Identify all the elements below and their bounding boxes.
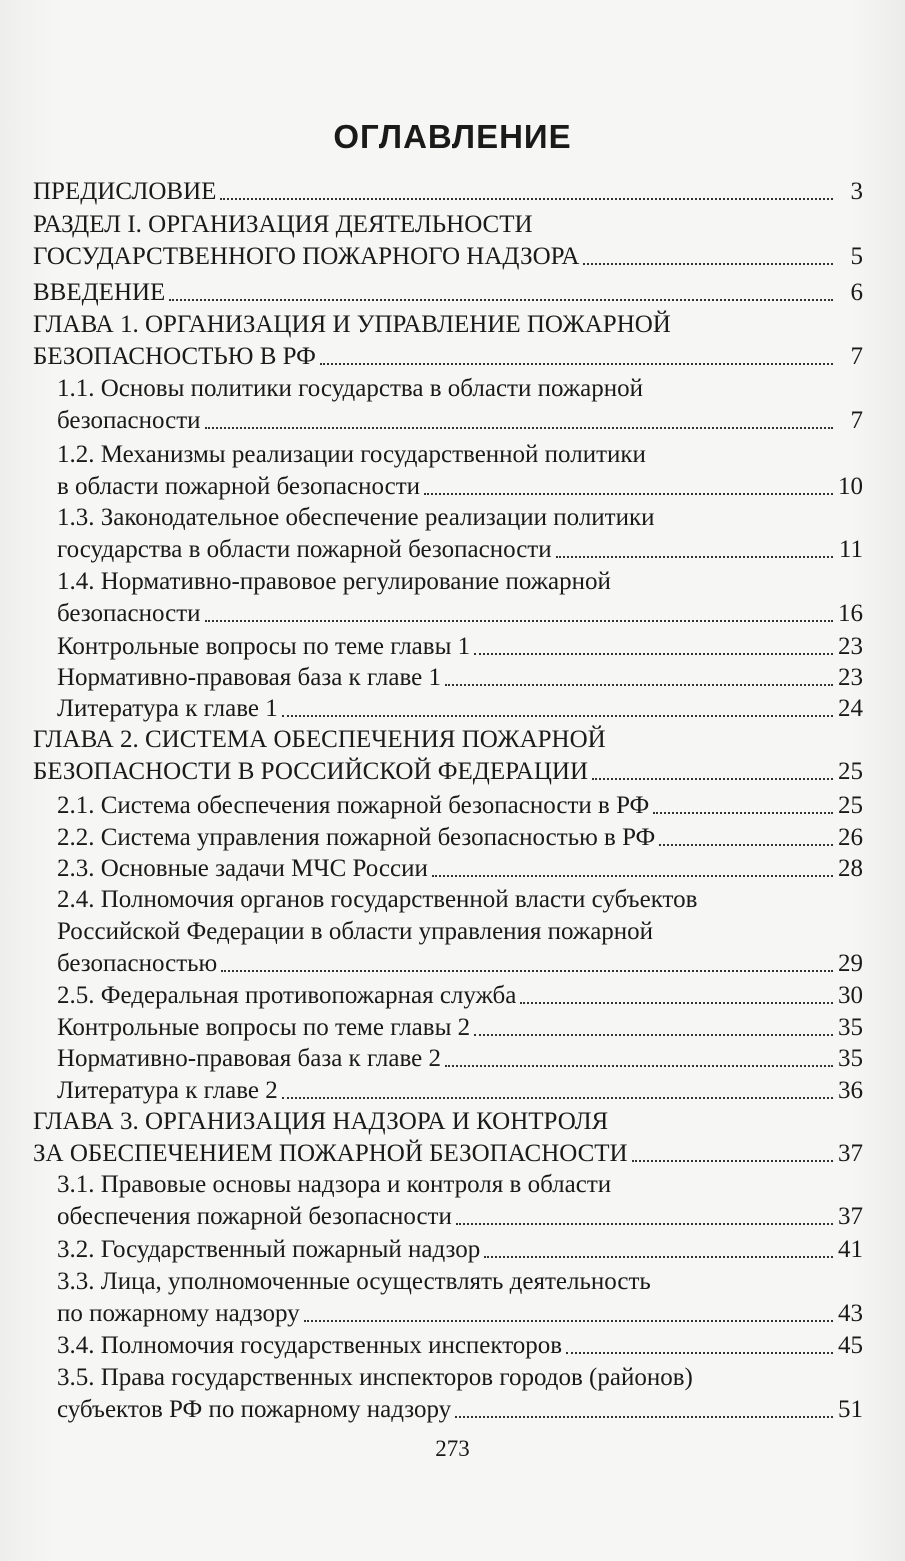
dot-leader — [220, 176, 833, 200]
toc-entry-title-line: 3.1. Правовые основы надзора и контроля в области — [57, 1171, 612, 1198]
toc-entry — [33, 1106, 863, 1170]
toc-entry-leader-line — [57, 1298, 863, 1330]
toc-entry-title-line: ГЛАВА 3. ОРГАНИЗАЦИЯ НАДЗОРА И КОНТРОЛЯ — [33, 1108, 609, 1135]
toc-entry-title-line: государства в области пожарной безопасности — [57, 536, 552, 563]
toc-entry-leader-line — [57, 598, 863, 630]
toc-entry-leader-line — [33, 756, 863, 788]
toc-entry — [57, 1169, 863, 1233]
toc-entry-leader-line — [57, 534, 863, 566]
toc-entry-page: 41 — [838, 1236, 863, 1263]
toc-entry — [33, 309, 863, 373]
toc-entry-page: 23 — [838, 633, 863, 660]
toc-entry — [57, 631, 863, 663]
toc-entry-leader-line — [57, 662, 863, 694]
toc-entry-title-line: ГЛАВА 2. СИСТЕМА ОБЕСПЕЧЕНИЯ ПОЖАРНОЙ — [33, 726, 606, 753]
dot-leader — [556, 534, 833, 558]
toc-entry-leader-line — [33, 1138, 863, 1170]
toc-entry-page: 26 — [838, 824, 863, 851]
dot-leader — [221, 948, 833, 972]
toc-entry — [57, 1362, 863, 1426]
toc-entry-title-line: Контрольные вопросы по теме главы 2 — [57, 1014, 471, 1041]
toc-entry-title-line: в области пожарной безопасности — [57, 473, 421, 500]
toc-entry — [57, 373, 863, 437]
dot-leader — [432, 853, 833, 877]
toc-entry-title-line: Литература к главе 1 — [57, 695, 278, 722]
toc-entry-title-line: субъектов РФ по пожарному надзору — [57, 1396, 452, 1423]
toc-entry-leader-line — [57, 1201, 863, 1233]
dot-leader — [445, 662, 833, 686]
toc-entry — [57, 566, 863, 630]
toc-entry — [57, 980, 863, 1012]
toc-entry-title-line: 1.2. Механизмы реализации государственной политики — [57, 441, 646, 468]
toc-entry-title-line: Российской Федерации в области управления пожарной — [57, 918, 654, 945]
toc-entry-title-line: ЗА ОБЕСПЕЧЕНИЕМ ПОЖАРНОЙ БЕЗОПАСНОСТИ — [33, 1140, 628, 1167]
toc-entry-page: 16 — [838, 600, 863, 627]
toc-entry-title-line: безопасности — [57, 600, 201, 627]
dot-leader — [653, 790, 833, 814]
toc-entry — [57, 662, 863, 694]
dot-leader — [282, 693, 833, 717]
toc-entry-leader-line — [57, 1043, 863, 1075]
toc-entry-page: 3 — [850, 178, 863, 205]
dot-leader — [566, 1330, 833, 1354]
toc-entry-title-line: ГОСУДАРСТВЕННОГО ПОЖАРНОГО НАДЗОРА — [33, 243, 580, 270]
toc-entry-leader-line — [33, 341, 863, 373]
toc-entry-page: 36 — [838, 1077, 863, 1104]
toc-entry-title-line: 2.3. Основные задачи МЧС России — [57, 855, 428, 882]
toc-entry — [33, 209, 863, 273]
toc-entry-leader-line — [57, 693, 863, 725]
dot-leader — [592, 756, 833, 780]
toc-entry-leader-line — [57, 471, 863, 503]
dot-leader — [474, 631, 833, 655]
toc-entry-title-line: РАЗДЕЛ I. ОРГАНИЗАЦИЯ ДЕЯТЕЛЬНОСТИ — [33, 211, 533, 238]
toc-entry-page: 43 — [838, 1300, 863, 1327]
toc-entry-title-line: Литература к главе 2 — [57, 1077, 278, 1104]
toc-entry-title-line: обеспечения пожарной безопасности — [57, 1203, 452, 1230]
toc-entry-leader-line — [57, 822, 863, 854]
toc-entry — [57, 790, 863, 822]
toc-entry-title-line: Нормативно-правовая база к главе 2 — [57, 1045, 442, 1072]
toc-entry-leader-line — [33, 241, 863, 273]
toc-entry-page: 51 — [838, 1396, 863, 1423]
toc-entry — [33, 176, 863, 208]
toc-entry-page: 35 — [838, 1014, 863, 1041]
toc-entry-title-line: 2.4. Полномочия органов государственной власти субъектов — [57, 886, 698, 913]
toc-entry — [33, 277, 863, 309]
toc-entry-page: 7 — [850, 407, 863, 434]
toc-entry-page: 45 — [838, 1332, 863, 1359]
toc-entry-page: 11 — [838, 536, 863, 563]
toc-entry-page: 30 — [838, 982, 863, 1009]
toc-entry-page: 24 — [838, 695, 863, 722]
toc-entry-page: 29 — [838, 950, 863, 977]
toc-entry-page: 7 — [850, 343, 863, 370]
dot-leader — [205, 405, 834, 429]
toc-entry — [57, 502, 863, 566]
toc-entry-leader-line — [57, 980, 863, 1012]
toc-entry — [57, 1012, 863, 1044]
toc-entry-title-line: по пожарному надзору — [57, 1300, 300, 1327]
dot-leader — [456, 1201, 833, 1225]
toc-entry-title-line: 3.5. Права государственных инспекторов городов (районов) — [57, 1364, 693, 1391]
toc-entry — [57, 1330, 863, 1362]
toc-entry-title-line: безопасностью — [57, 950, 218, 977]
dot-leader — [583, 241, 833, 265]
toc-entry-title-line: 2.5. Федеральная противопожарная служба — [57, 982, 517, 1009]
toc-entry-title-line: 1.4. Нормативно-правовое регулирование пожарной — [57, 568, 611, 595]
toc-entry — [57, 439, 863, 503]
toc-entry-page: 37 — [838, 1140, 863, 1167]
toc-entry-title-line: ВВЕДЕНИЕ — [33, 279, 166, 306]
dot-leader — [484, 1234, 833, 1258]
dot-leader — [474, 1012, 833, 1036]
toc-entry — [57, 1234, 863, 1266]
toc-title: ОГЛАВЛЕНИЕ — [333, 118, 572, 155]
toc-entry-leader-line — [57, 405, 863, 437]
toc-entry-title-line: 2.1. Система обеспечения пожарной безопасности в РФ — [57, 792, 650, 819]
toc-entry-title-line: ПРЕДИСЛОВИЕ — [33, 178, 217, 205]
dot-leader — [520, 980, 833, 1004]
toc-entry-title-line: ГЛАВА 1. ОРГАНИЗАЦИЯ И УПРАВЛЕНИЕ ПОЖАРНОЙ — [33, 311, 671, 338]
toc-entry — [57, 822, 863, 854]
toc-entry-title-line: БЕЗОПАСНОСТЬЮ В РФ — [33, 343, 316, 370]
toc-entry-leader-line — [57, 1075, 863, 1107]
toc-entry — [57, 1075, 863, 1107]
toc-entry-leader-line — [33, 277, 863, 309]
dot-leader — [320, 341, 833, 365]
dot-leader — [445, 1043, 833, 1067]
toc-entry-leader-line — [57, 1394, 863, 1426]
dot-leader — [632, 1138, 833, 1162]
toc-entry-title-line: 3.4. Полномочия государственных инспекторов — [57, 1332, 563, 1359]
toc-entry-page: 25 — [838, 758, 863, 785]
toc-entry-page: 28 — [838, 855, 863, 882]
dot-leader — [659, 822, 833, 846]
dot-leader — [205, 598, 834, 622]
toc-entry — [57, 884, 863, 980]
toc-entry-leader-line — [57, 1330, 863, 1362]
page-number: 273 — [435, 1436, 470, 1461]
toc-entry-page: 6 — [850, 279, 863, 306]
toc-entry-page: 5 — [850, 243, 863, 270]
toc-entry-title-line: 1.3. Законодательное обеспечение реализации политики — [57, 504, 655, 531]
toc-entry-page: 35 — [838, 1045, 863, 1072]
toc-entry-title-line: безопасности — [57, 407, 201, 434]
toc-entry-leader-line — [57, 631, 863, 663]
toc-entry-title-line: БЕЗОПАСНОСТИ В РОССИЙСКОЙ ФЕДЕРАЦИИ — [33, 758, 589, 785]
dot-leader — [304, 1298, 833, 1322]
toc-entry — [57, 693, 863, 725]
toc-entry-page: 10 — [838, 473, 863, 500]
toc-entry-title-line: Нормативно-правовая база к главе 1 — [57, 664, 442, 691]
toc-entry-leader-line — [33, 176, 863, 208]
toc-entry-leader-line — [57, 948, 863, 980]
toc-entry-leader-line — [57, 853, 863, 885]
dot-leader — [455, 1394, 833, 1418]
toc-entry — [33, 724, 863, 788]
toc-entry-title-line: 2.2. Система управления пожарной безопасностью в РФ — [57, 824, 656, 851]
toc-entry-page: 25 — [838, 792, 863, 819]
toc-entry — [57, 1043, 863, 1075]
toc-entry — [57, 1266, 863, 1330]
toc-entry-title-line: 3.3. Лица, уполномоченные осуществлять деятельность — [57, 1268, 651, 1295]
toc-entry-title-line: 1.1. Основы политики государства в области пожарной — [57, 375, 643, 402]
dot-leader — [169, 277, 833, 301]
toc-entry-leader-line — [57, 790, 863, 822]
toc-entry — [57, 853, 863, 885]
toc-entry-page: 37 — [838, 1203, 863, 1230]
dot-leader — [282, 1075, 833, 1099]
toc-entry-leader-line — [57, 1012, 863, 1044]
toc-entry-leader-line — [57, 1234, 863, 1266]
toc-entry-title-line: 3.2. Государственный пожарный надзор — [57, 1236, 481, 1263]
toc-entry-title-line: Контрольные вопросы по теме главы 1 — [57, 633, 471, 660]
dot-leader — [424, 471, 833, 495]
toc-entry-page: 23 — [838, 664, 863, 691]
